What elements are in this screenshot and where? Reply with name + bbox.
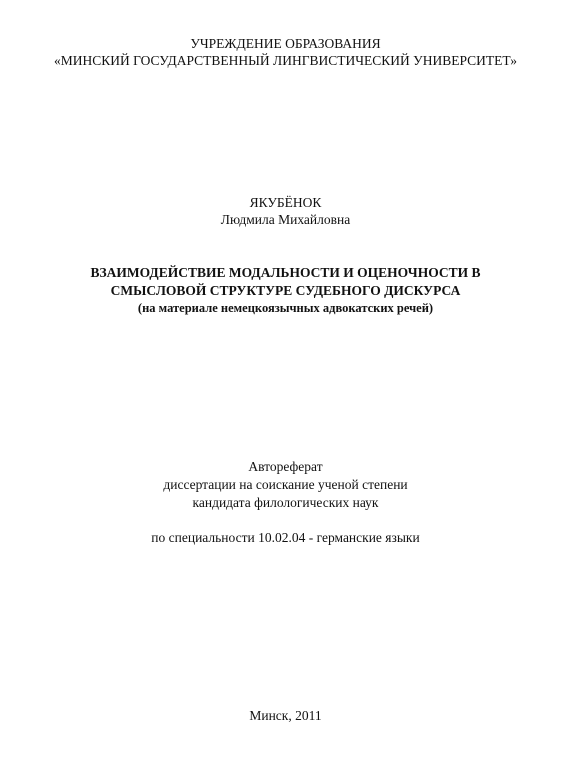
title-line-2: СМЫСЛОВОЙ СТРУКТУРЕ СУДЕБНОГО ДИСКУРСА (110, 283, 461, 298)
place-year: Минск, 2011 (249, 708, 322, 723)
title-subtitle: (на материале немецкоязычных адвокатских речей) (137, 301, 434, 315)
institution-line-2: «МИНСКИЙ ГОСУДАРСТВЕННЫЙ ЛИНГВИСТИЧЕСКИЙ УНИВЕРСИТЕТ» (53, 53, 518, 68)
institution-line-1: УЧРЕЖДЕНИЕ ОБРАЗОВАНИЯ (190, 36, 381, 51)
document-type: Автореферат (248, 459, 323, 474)
title-line-1: ВЗАИМОДЕЙСТВИЕ МОДАЛЬНОСТИ И ОЦЕНОЧНОСТИ В (90, 265, 481, 280)
degree-line: диссертации на соискание ученой степени (163, 477, 408, 492)
specialty-line: по специальности 10.02.04 - германские языки (151, 530, 420, 545)
field-line: кандидата филологических наук (192, 495, 379, 510)
author-given-names: Людмила Михайловна (220, 212, 351, 227)
author-surname: ЯКУБЁНОК (249, 195, 322, 210)
